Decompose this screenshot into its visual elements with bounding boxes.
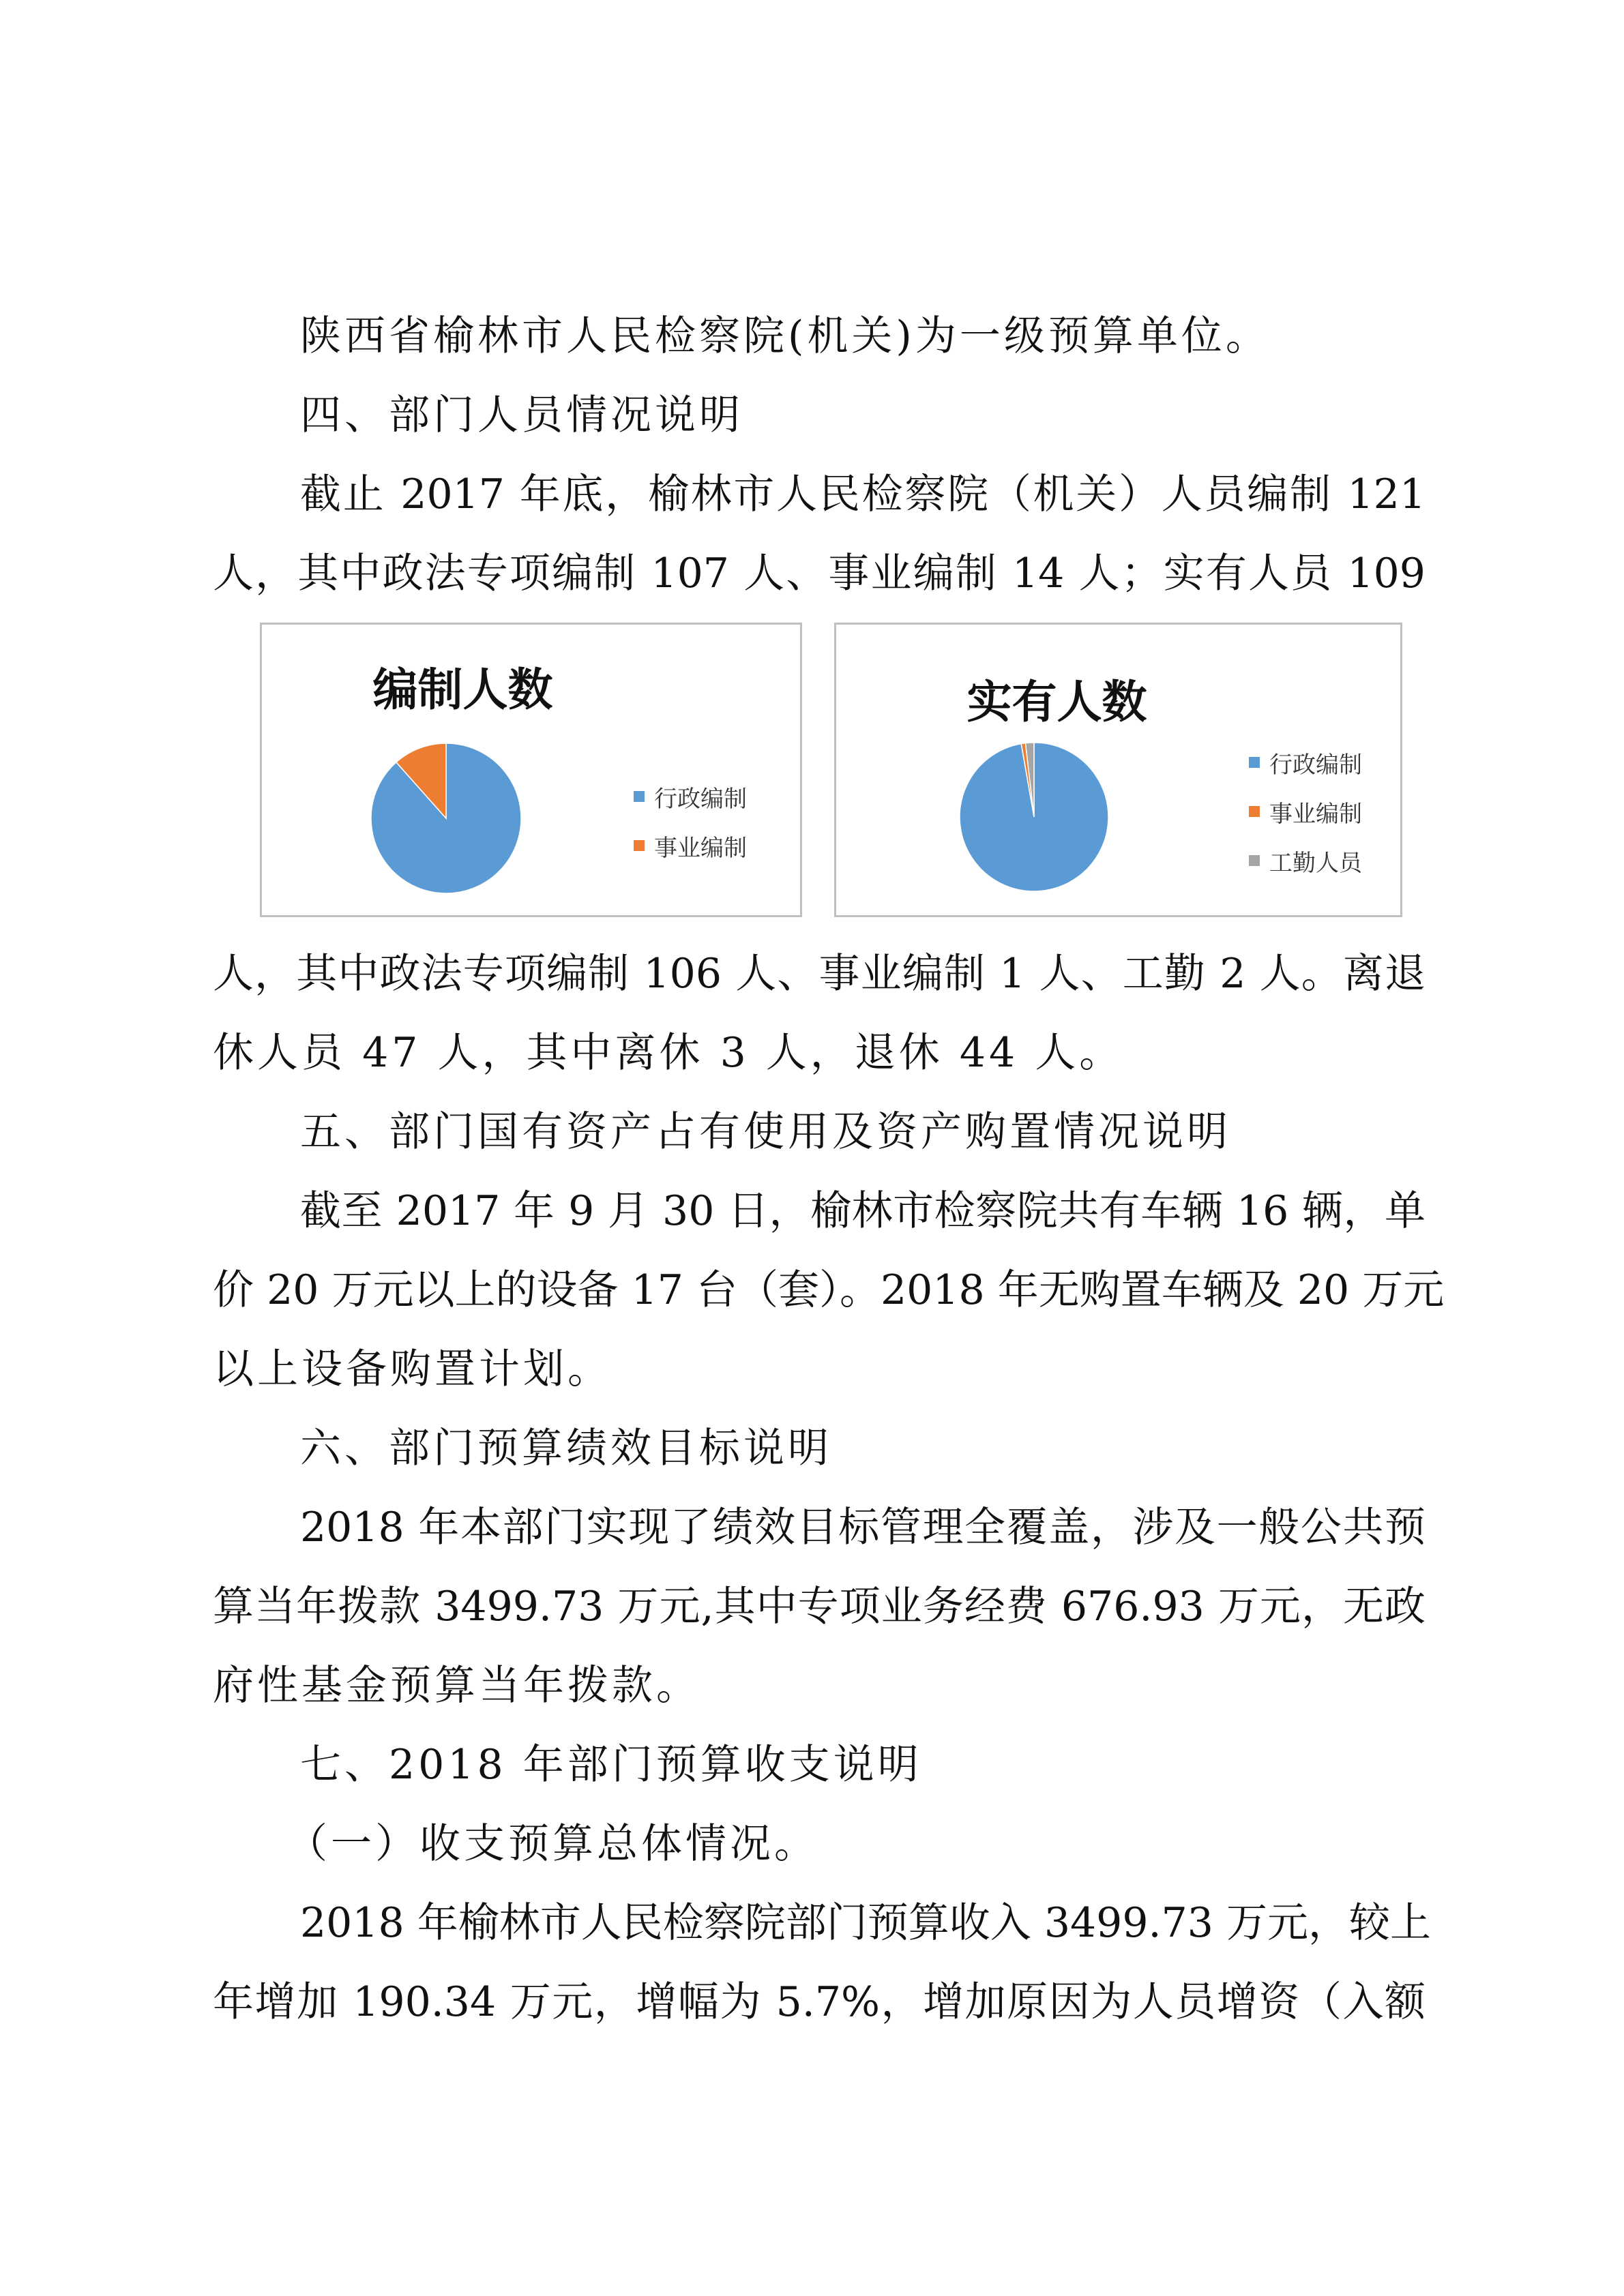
legend-label: 工勤人员	[1269, 849, 1362, 877]
legend-swatch	[1249, 757, 1260, 768]
paragraph-line: 休人员 47 人，其中离休 3 人，退休 44 人。	[213, 1029, 1124, 1077]
legend-item	[634, 781, 747, 811]
paragraph-line: 截止 2017 年底，榆林市人民检察院（机关）人员编制 121	[300, 471, 1426, 518]
paragraph-line: 价 20 万元以上的设备 17 台（套）。2018 年无购置车辆及 20 万元	[213, 1266, 1445, 1314]
chart-actual-staff	[834, 623, 1402, 917]
legend-swatch	[634, 791, 645, 802]
legend-swatch	[1249, 855, 1260, 866]
paragraph-line: 以上设备购置计划。	[213, 1345, 612, 1393]
paragraph-line: 算当年拨款 3499.73 万元,其中专项业务经费 676.93 万元，无政	[213, 1583, 1426, 1630]
paragraph-line: 2018 年本部门实现了绩效目标管理全覆盖，涉及一般公共预	[300, 1504, 1426, 1551]
legend-label: 行政编制	[1269, 751, 1362, 779]
chart-legend	[1249, 747, 1362, 895]
paragraph-line: 截至 2017 年 9 月 30 日，榆林市检察院共有车辆 16 辆，单	[300, 1187, 1426, 1235]
chart-title: 编制人数	[372, 664, 553, 716]
legend-item	[1249, 846, 1362, 876]
section-heading-6: 六、部门预算绩效目标说明	[300, 1425, 832, 1472]
legend-item	[1249, 747, 1362, 777]
legend-swatch	[1249, 806, 1260, 817]
paragraph-line: 陕西省榆林市人民检察院(机关)为一级预算单位。	[300, 312, 1270, 360]
section-heading-7: 七、2018 年部门预算收支说明	[300, 1741, 922, 1789]
paragraph-line: 年增加 190.34 万元，增幅为 5.7%，增加原因为人员增资（入额	[213, 1978, 1426, 2026]
legend-label: 行政编制	[654, 785, 747, 813]
paragraph-line: 府性基金预算当年拨款。	[213, 1662, 700, 1710]
chart-legend	[634, 781, 747, 880]
paragraph-line: 人，其中政法专项编制 107 人、事业编制 14 人；实有人员 109	[213, 550, 1426, 597]
legend-item	[1249, 796, 1362, 826]
legend-item	[634, 831, 747, 861]
legend-label: 事业编制	[1269, 800, 1362, 828]
legend-label: 事业编制	[654, 834, 747, 862]
section-heading-5: 五、部门国有资产占有使用及资产购置情况说明	[300, 1108, 1231, 1156]
section-heading-4: 四、部门人员情况说明	[300, 391, 743, 439]
paragraph-line: 2018 年榆林市人民检察院部门预算收入 3499.73 万元，较上	[300, 1899, 1432, 1947]
paragraph-line: 人，其中政法专项编制 106 人、事业编制 1 人、工勤 2 人。离退	[213, 950, 1426, 998]
legend-swatch	[634, 840, 645, 851]
subsection-heading: （一）收支预算总体情况。	[286, 1820, 818, 1868]
chart-title: 实有人数	[966, 676, 1147, 728]
